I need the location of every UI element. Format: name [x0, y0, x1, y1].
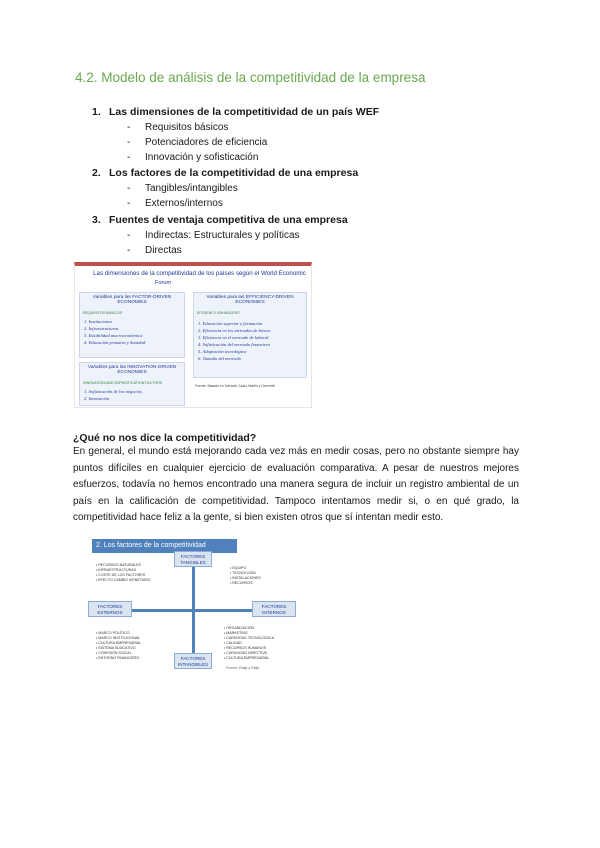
sub-item: - Externos/internos: [127, 198, 223, 209]
bullet-item: • CAPACIDAD TECNOLÓGICA: [224, 636, 275, 640]
bullet-item: • INFRAESTRUCTURAS: [96, 568, 136, 572]
bullet-item: • EFECTO CAMBIO MONETARIO: [96, 578, 151, 582]
list-number: 2.: [92, 167, 101, 179]
bullet-item: • ORGANIZACIÓN: [224, 626, 255, 630]
box-item: 5. Adaptación tecnológica: [198, 349, 247, 354]
box-item: 3. Eficiencia en el mercado de laboral: [198, 335, 269, 340]
box-item: 1. Instituciones: [84, 319, 113, 324]
list-number: 3.: [92, 214, 101, 226]
bullet-item: • RECURSOS NATURALES: [96, 563, 141, 567]
box-title: Variables para las FACTOR-DRIVEN ECONOMIES: [92, 295, 172, 305]
box-subtitle: INNOVATION AND SOPHISTICATION FACTORS: [83, 381, 163, 385]
bullet-item: • RECURSOS: [230, 581, 253, 585]
competitiveness-factors-figure: [84, 533, 304, 675]
box-subtitle: REQUISITOS BÁSICOS: [83, 311, 123, 315]
bullet-item: • COSTE DE LOS FACTORES: [96, 573, 146, 577]
sub-item-label: Potenciadores de eficiencia: [145, 137, 268, 148]
bullet-item: • MARCO POLÍTICO: [96, 631, 130, 635]
box-title: Variables para las INNOVATION-DRIVEN ECONOMIES: [87, 365, 177, 375]
list-label: Las dimensiones de la competitividad de un país WEF: [109, 106, 380, 118]
innovation-driven-box: [79, 362, 185, 406]
efficiency-driven-box: [193, 292, 307, 378]
internos-box: FACTORES INTERNOS: [252, 601, 296, 617]
sub-item-label: Tangibles/intangibles: [145, 183, 238, 194]
bullet-item: • MARCO INSTITUCIONAL: [96, 636, 140, 640]
body-paragraph: En general, el mundo está mejorando cada vez más en medir cosas, pero no obstante siempre hay puntos difíciles en cualquier ejercicio de evaluación comparativa. A pesar de nuestros mejores esfuerzos, todavía no hemos encontrado una manera segura de incluir un registro ambiental de un país en la calificación de competitividad. Tampoco intentamos medir si, o en qué grado, la competitividad hace feliz a la gente, si bien existen otros que sí intentan medir esto.: [73, 446, 519, 523]
figure-title: 2. Los factores de la competitividad: [92, 539, 237, 553]
sub-item-label: Innovación y sofisticación: [145, 152, 259, 163]
list-item-3: [92, 214, 348, 226]
sub-item: - Directas: [127, 245, 182, 256]
sub-item: - Requisitos básicos: [127, 122, 229, 133]
question-heading: ¿Qué no nos dice la competitividad?: [73, 432, 257, 444]
list-item-2: [92, 167, 358, 179]
intangibles-box: FACTORES INTANGIBLES: [174, 653, 212, 669]
bullet-item: • EQUIPO: [230, 566, 247, 570]
factor-driven-box: [79, 292, 185, 358]
sub-item-label: Requisitos básicos: [145, 122, 229, 133]
sub-item: - Innovación y sofisticación: [127, 152, 259, 163]
list-number: 1.: [92, 106, 101, 118]
bullet-item: • TECNOLOGÍA: [230, 571, 256, 575]
sub-item: - Potenciadores de eficiencia: [127, 137, 268, 148]
box-title: Variables para las EFFICIENCY-DRIVEN ECONOMIES: [206, 295, 294, 305]
box-item: 1. Sofisticación de los negocios: [84, 389, 142, 394]
bullet-item: • COHESIÓN SOCIAL: [96, 651, 132, 655]
section-heading: 4.2. Modelo de análisis de la competitividad de la empresa: [75, 70, 426, 85]
sub-item-label: Externos/internos: [145, 198, 223, 209]
list-label: Fuentes de ventaja competitiva de una empresa: [109, 214, 348, 226]
bullet-item: • INSTALACIONES: [230, 576, 261, 580]
box-item: 6. Tamaño del mercado: [198, 356, 242, 361]
sub-item: - Tangibles/intangibles: [127, 183, 238, 194]
bullet-item: • MARKETING: [224, 631, 248, 635]
externos-box: FACTORES EXTERNOS: [88, 601, 132, 617]
box-item: 2. Infraestructuras: [84, 326, 119, 331]
list-item-1: [92, 106, 379, 118]
box-subtitle: EFICIENCY ENHANCERS: [197, 311, 240, 315]
list-label: Los factores de la competitividad de una empresa: [109, 167, 359, 179]
bullet-item: • ENTORNO FINANCIERO: [96, 656, 140, 660]
sub-item: - Indirectas: Estructurales y políticas: [127, 230, 300, 241]
bullet-item: • CULTURA EMPRESARIAL: [96, 641, 142, 645]
bullet-item: • CAPACIDAD DIRECTIVA: [224, 651, 267, 655]
wef-dimensions-figure: [74, 262, 312, 408]
box-item: 2. Innovación: [84, 396, 110, 401]
figure-source: Fuente: Rialp y Rialp: [226, 666, 260, 670]
sub-item-label: Directas: [145, 245, 182, 256]
box-item: 1. Educación superior y formación: [198, 321, 263, 326]
figure-source: Fuente: Basado en Schwab, Sala-i-Martin y Greenhill: [195, 384, 275, 388]
sub-item-label: Indirectas: Estructurales y políticas: [145, 230, 300, 241]
figure-title: Las dimensiones de la competitividad de los países según el World Economic: [93, 270, 306, 277]
box-item: 3. Estabilidad macroeconómica: [84, 333, 143, 338]
box-item: 4. Sofisticación del mercado financiero: [198, 342, 270, 347]
bullet-item: • SISTEMA EDUCATIVO: [96, 646, 136, 650]
bullet-item: • RECURSOS HUMANOS: [224, 646, 266, 650]
box-item: 2. Eficiencia en los mercados de bienes: [198, 328, 271, 333]
bullet-item: • CALIDAD: [224, 641, 242, 645]
tangibles-box: FACTORES TANGIBLES: [174, 551, 212, 567]
figure-subtitle: Forum: [155, 280, 172, 286]
bullet-item: • CULTURA EMPRESARIAL: [224, 656, 270, 660]
box-item: 4. Educación primaria y Sanidad: [84, 340, 146, 345]
